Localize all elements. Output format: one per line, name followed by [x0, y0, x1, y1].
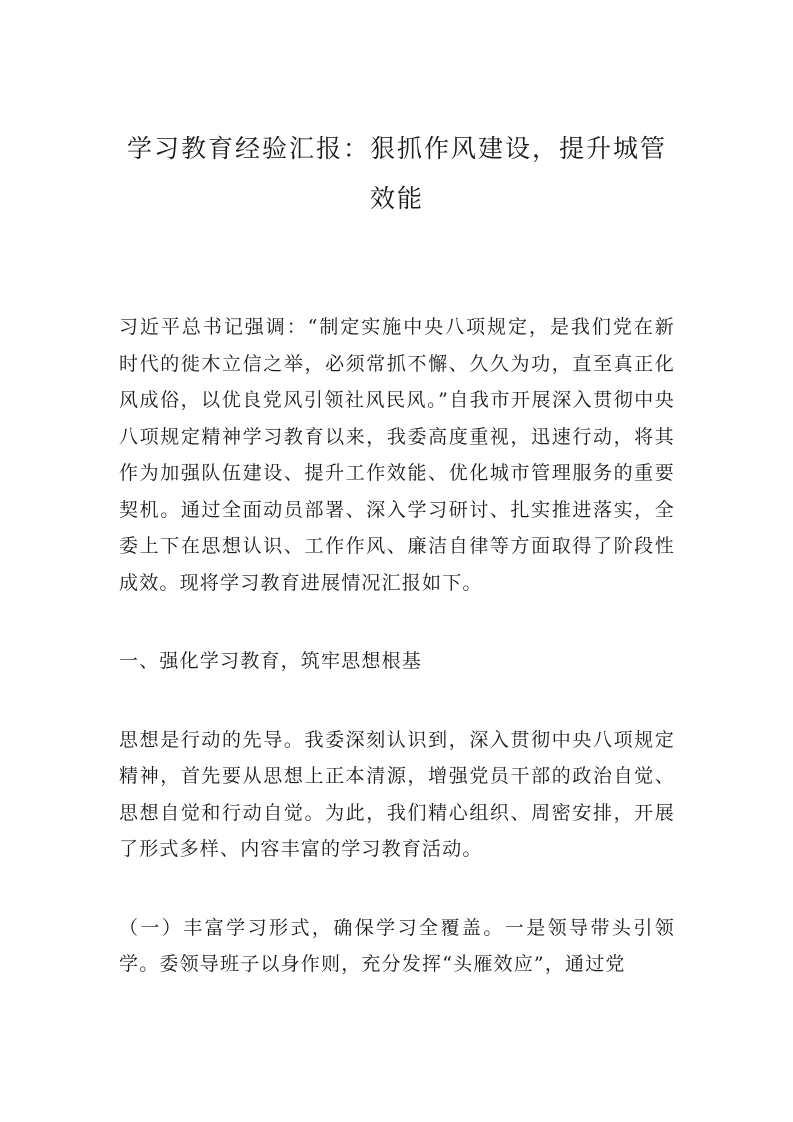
intro-paragraph: 习近平总书记强调：“制定实施中央八项规定，是我们党在新时代的徙木立信之举，必须常抓不懈、久久为功，直至真正化风成俗，以优良党风引领社风民风。”自我市开展深入贯彻中央八项规定精神学习教育以来，我委高度重视，迅速行动，将其作为加强队伍建设、提升工作效能、优化城市管理服务的重要契机。通过全面动员部署、深入学习研讨、扎实推进落实，全委上下在思想认识、工作作风、廉洁自律等方面取得了阶段性成效。现将学习教育进展情况汇报如下。	[119, 316, 675, 594]
subsection-1-body: （一）丰富学习形式，确保学习全覆盖。一是领导带头引领学。委领导班子以身作则，充分发挥“头雁效应”，通过党	[119, 916, 675, 975]
document-title: 学习教育经验汇报：狠抓作风建设，提升城管效能	[126, 134, 667, 213]
section-1-body: 思想是行动的先导。我委深刻认识到，深入贯彻中央八项规定精神，首先要从思想上正本清源，增强党员干部的政治自觉、思想自觉和行动自觉。为此，我们精心组织、周密安排，开展了形式多样、内容丰富的学习教育活动。	[119, 728, 675, 860]
section-1-heading: 一、强化学习教育，筑牢思想根基	[119, 650, 423, 672]
